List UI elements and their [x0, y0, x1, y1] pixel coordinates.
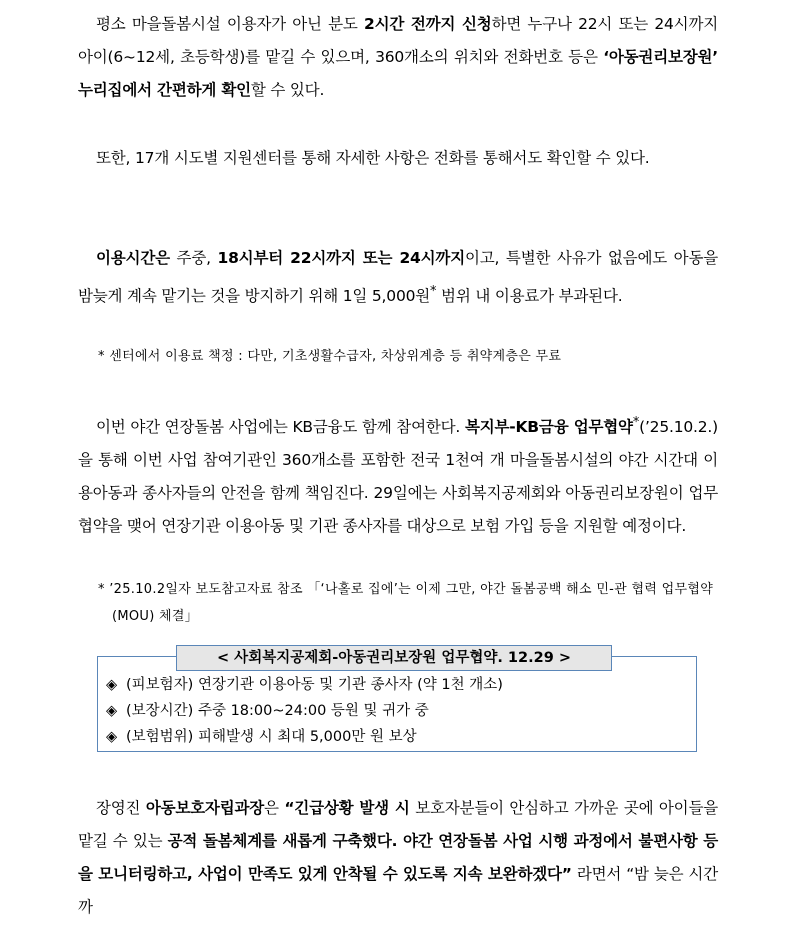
bold-text: 아동보호자립과장: [145, 799, 265, 817]
list-item: [106, 672, 691, 698]
bold-text: 복지부-KB금융 업무협약: [464, 418, 633, 437]
footnote-press-release: * ’25.10.2일자 보도참고자료 참조 「‘나홀로 집에’는 이제 그만, 야간 돌봄공백 해소 민-관 협력 업무협약(MOU) 체결」: [98, 582, 714, 624]
text: 주중,: [169, 249, 218, 267]
text: 은: [264, 799, 285, 817]
paragraph-usage-hours: [78, 242, 718, 313]
diamond-bullet-icon: ◈: [106, 703, 118, 719]
paragraph-support-center: [78, 142, 718, 175]
bold-text: ‘아동권리보장원’ 누리집에서 간편하게 확인: [78, 48, 718, 99]
bold-text: 18시부터 22시까지 또는 24시까지: [217, 249, 465, 267]
footnote-marker: *: [430, 284, 437, 299]
text: 또한, 17개 시도별 지원센터를 통해 자세한 사항은 전화를 통해서도 확인할 수 있다.: [96, 149, 650, 167]
list-item-text: (피보험자) 연장기관 이용아동 및 기관 종사자 (약 1천 개소): [126, 677, 503, 693]
bold-text: 공적 돌봄체계를 새롭게 구축했다. 야간 연장돌봄 사업 시행 과정에서 불편사항 등을 모니터링하고, 사업이 만족도 있게 안착될 수 있도록 지속 보완하겠다”: [78, 832, 719, 883]
footnote-fee: * 센터에서 이용료 책정 : 다만, 기초생활수급자, 차상위계층 등 취약계층은 무료: [98, 349, 562, 364]
paragraph-kb-partnership: [78, 406, 718, 543]
text: 하면 누구나 22시 또는 24시까지 아이(6~12세, 초등학생)를 맡길 수 있으며, 360개소의 위치와 전화번호 등은: [78, 15, 718, 66]
agreement-box-list: [106, 672, 691, 750]
bold-text: 이용시간은: [96, 249, 170, 267]
text: 라면서: [571, 865, 627, 883]
text: 보호자분들이 안심하고 가까운 곳에 아이들을 맡길 수 있는: [78, 799, 718, 850]
footnote-marker: *: [632, 415, 640, 430]
text: (’25.10.2.)을 통해 이번 사업 참여기관인 360개소를 포함한 전국 1천여 개 마을돌봄시설의 야간 시간대 이용아동과 종사자들의 안전을 함께 책임진다. 29일에는 사회복지공제회와 아동권리보장원이 업무협약을 맺어 연장기관 이용아동 및 기관 종사자를 대상으로 보험 가입 등을 지원할 예정이다.: [78, 418, 719, 536]
list-item: [106, 698, 691, 724]
bold-text: 2시간 전까지 신청: [363, 15, 492, 33]
agreement-box-title: < 사회복지공제회-아동권리보장원 업무협약. 12.29 >: [176, 645, 612, 671]
list-item-text: (보험범위) 피해발생 시 최대 5,000만 원 보상: [126, 729, 417, 745]
list-item: [106, 724, 691, 750]
text: “밤 늦은 시간까: [78, 865, 718, 916]
text: 할 수 있다.: [250, 81, 325, 99]
paragraph-director-quote: [78, 792, 718, 924]
text: 장영진: [96, 799, 146, 817]
bold-text: “긴급상황 발생 시: [284, 799, 410, 817]
text: 범위 내 이용료가 부과된다.: [436, 287, 623, 306]
text: 이고, 특별한 사유가 없음에도 아동을 밤늦게 계속 맡기는 것을 방지하기 위해 1일 5,000원: [78, 249, 718, 306]
paragraph-application-info: [78, 8, 718, 107]
text: 평소 마을돌봄시설 이용자가 아닌 분도: [96, 15, 364, 33]
text: 이번 야간 연장돌봄 사업에는 KB금융도 함께 참여한다.: [96, 418, 465, 437]
diamond-bullet-icon: ◈: [106, 729, 118, 745]
list-item-text: (보장시간) 주중 18:00~24:00 등원 및 귀가 중: [126, 703, 429, 719]
diamond-bullet-icon: ◈: [106, 677, 118, 693]
